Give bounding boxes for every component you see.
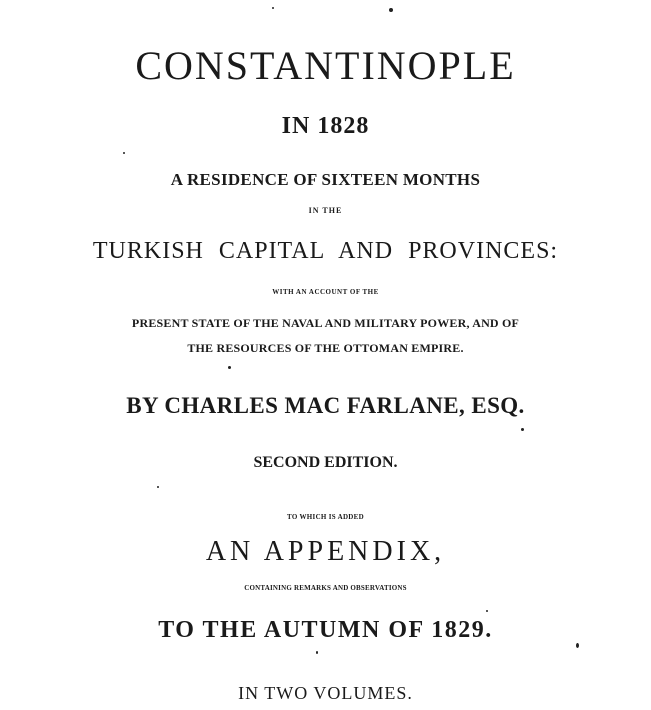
scan-speck (486, 610, 488, 612)
year-line: IN 1828 (281, 113, 370, 139)
volumes-line: IN TWO VOLUMES. (238, 683, 413, 703)
subtitle-residence: A RESIDENCE OF SIXTEEN MONTHS (170, 170, 481, 189)
connector-in-the: IN THE (308, 206, 343, 215)
subtitle-capital: TURKISH CAPITAL AND PROVINCES: (92, 238, 559, 264)
scan-speck (157, 486, 159, 488)
scan-speck (228, 366, 231, 369)
book-title: CONSTANTINOPLE (135, 43, 516, 88)
author-line: BY CHARLES MAC FARLANE, ESQ. (126, 393, 525, 418)
connector-added: TO WHICH IS ADDED (286, 513, 364, 521)
subtitle-resources: THE RESOURCES OF THE OTTOMAN EMPIRE. (187, 341, 464, 355)
appendix-heading: AN APPENDIX, (205, 536, 446, 567)
scan-speck (521, 428, 524, 431)
scan-speck (272, 7, 274, 9)
appendix-period: TO THE AUTUMN OF 1829. (158, 617, 493, 643)
edition-line: SECOND EDITION. (253, 454, 398, 471)
connector-containing: CONTAINING REMARKS AND OBSERVATIONS (244, 584, 407, 592)
scan-speck (123, 152, 125, 154)
scan-speck (316, 651, 318, 654)
scan-speck (389, 8, 393, 12)
connector-account: WITH AN ACCOUNT OF THE (272, 288, 379, 296)
subtitle-present-state: PRESENT STATE OF THE NAVAL AND MILITARY POWER, AND OF (131, 316, 520, 330)
scan-speck (576, 643, 579, 648)
